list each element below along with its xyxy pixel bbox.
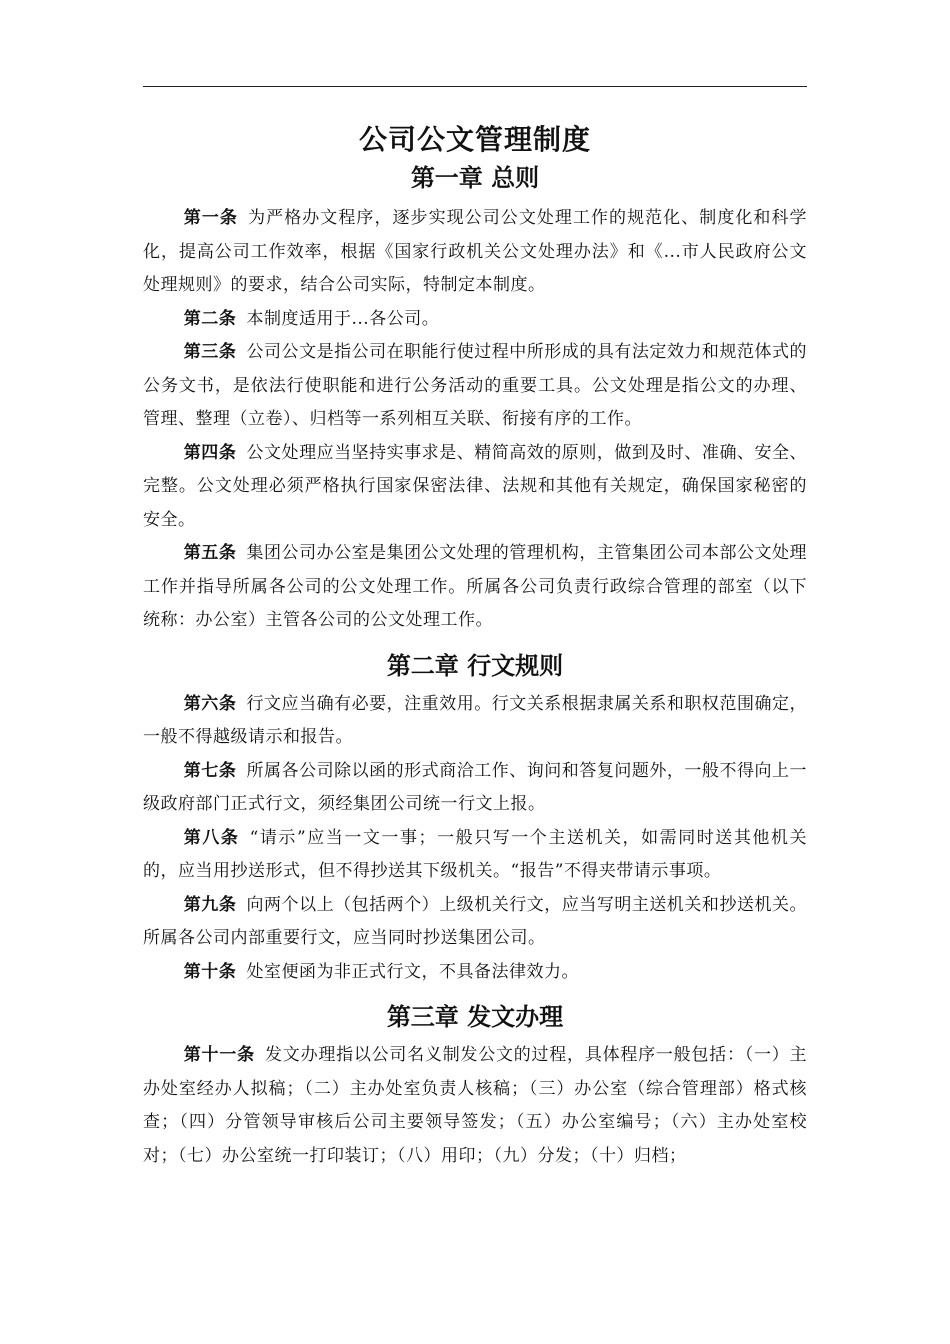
article [143, 1039, 807, 1173]
article-text: “请示”应当一文一事；一般只写一个主送机关，如需同时送其他机关的，应当用抄送形式，但不得抄送其下级机关。“报告”不得夹带请示事项。 [143, 827, 807, 881]
article-number: 第二条 [183, 308, 237, 329]
article-text: 本制度适用于...各公司。 [246, 308, 440, 329]
article-number: 第十一条 [183, 1045, 255, 1065]
chapter-2 [143, 648, 807, 990]
article-text: 公文处理应当坚持实事求是、精简高效的原则，做到及时、准确、安全、完整。公文处理必须严格执行国家保密法律、法规和其他有关规定，确保国家秘密的安全。 [143, 442, 807, 530]
article [143, 822, 807, 889]
article-number: 第六条 [183, 693, 237, 714]
article [143, 956, 807, 990]
article [143, 437, 807, 538]
article-number: 第一条 [183, 208, 238, 228]
article-number: 第七条 [183, 760, 237, 781]
article-number: 第十条 [183, 961, 237, 982]
article [143, 889, 807, 956]
chapter-1 [143, 160, 807, 638]
article [143, 688, 807, 755]
chapter-3 [143, 999, 807, 1173]
article-text: 集团公司办公室是集团公文处理的管理机构，主管集团公司本部公文处理工作并指导所属各公司的公文处理工作。所属各公司负责行政综合管理的部室（以下统称：办公室）主管各公司的公文处理工作。 [143, 543, 807, 630]
article-number: 第四条 [183, 442, 237, 463]
chapter-heading: 第二章 行文规则 [386, 651, 564, 680]
article [143, 336, 807, 437]
header-rule [143, 86, 807, 87]
article-text: 发文办理指以公司名义制发公文的过程，具体程序一般包括：（一）主办处室经办人拟稿；（二）主办处室负责人核稿；（三）办公室（综合管理部）格式核查；（四）分管领导审核后公司主要领导签发；（五）办公室编号；（六）主办处室校对；（七）办公室统一打印装订；（八）用印；（九）分发；（十）归档； [143, 1045, 808, 1166]
article-text: 行文应当确有必要，注重效用。行文关系根据隶属关系和职权范围确定，一般不得越级请示和报告。 [143, 693, 807, 747]
article-text: 所属各公司除以函的形式商洽工作、询问和答复问题外，一般不得向上一级政府部门正式行文，须经集团公司统一行文上报。 [143, 760, 807, 814]
article-text: 处室便函为非正式行文，不具备法律效力。 [246, 961, 579, 982]
article-text: 公司公文是指公司在职能行使过程中所形成的具有法定效力和规范体式的公务文书，是依法行使职能和进行公务活动的重要工具。公文处理是指公文的办理、管理、整理（立卷）、归档等一系列相互关联、衔接有序的工作。 [143, 342, 807, 429]
article-number: 第八条 [183, 827, 240, 848]
article [143, 537, 807, 638]
document-title: 公司公文管理制度 [358, 123, 591, 156]
article-text: 为严格办文程序，逐步实现公司公文处理工作的规范化、制度化和科学化，提高公司工作效率，根据《国家行政机关公文处理办法》和《...市人民政府公文处理规则》的要求，结合公司实际，特制定本制度。 [143, 208, 808, 295]
article [143, 755, 807, 822]
article-text: 向两个以上（包括两个）上级机关行文，应当写明主送机关和抄送机关。所属各公司内部重要行文，应当同时抄送集团公司。 [143, 894, 807, 948]
article [143, 303, 807, 337]
article-number: 第三条 [183, 342, 237, 362]
article-number: 第九条 [183, 894, 237, 915]
article [143, 202, 807, 303]
article-number: 第五条 [183, 543, 237, 563]
chapter-heading: 第三章 发文办理 [386, 1003, 564, 1031]
chapter-heading: 第一章 总则 [410, 164, 540, 192]
document-body [143, 120, 807, 1173]
